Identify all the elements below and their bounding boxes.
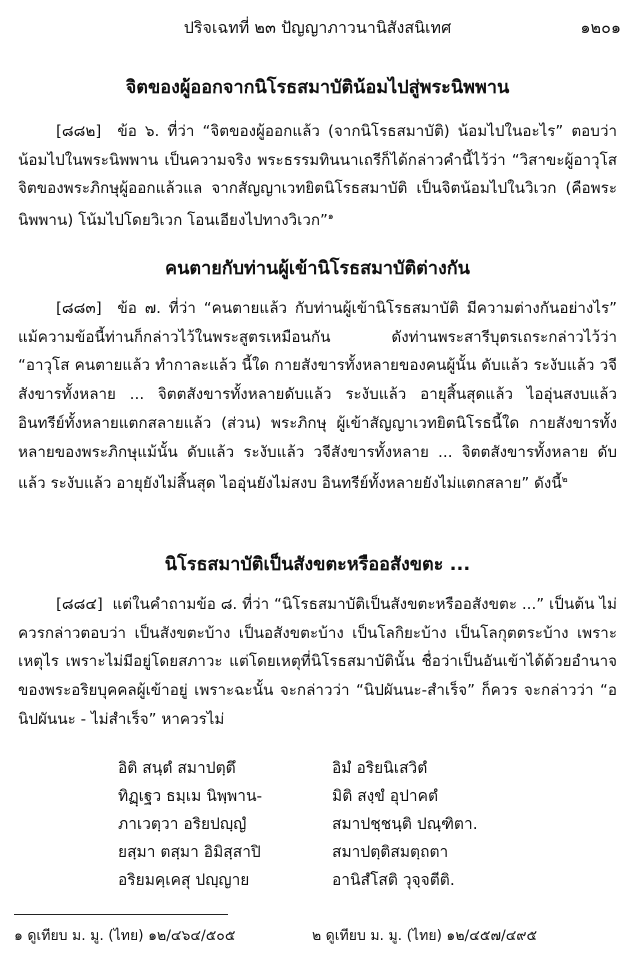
verse-left: อริยมคฺเคสุ ปญฺญาย: [118, 871, 250, 889]
paragraph-text: ข้อ ๖. ที่ว่า “จิตของผู้ออกแล้ว (จากนิโรธสมาบัติ) น้อมไปในอะไร” ตอบว่า น้อมไปในพระนิพพาน เป็นความจริง พระธรรมทินนาเถรีก็ได้กล่าวคำนี้ไว้ว่า “วิสาขะผู้อาวุโส จิตของพระภิกษุผู้ออกแล้วแล จากสัญญาเวทยิตนิโรธสมาบัติ เป็นจิตน้อมไปในวิเวก (คือพระนิพพาน) โน้มไปโดยวิเวก โอนเอียงไปทางวิเวก”: [18, 122, 617, 230]
page-number: ๑๒๐๑: [580, 18, 621, 37]
pali-verse: [118, 754, 598, 894]
footnote-divider: [14, 914, 228, 915]
verse-left: ยสฺมา ตสฺมา อิมิสฺสาปิ: [118, 843, 261, 861]
verse-left: ทิฏฺเฐว ธมฺเม นิพฺพาน-: [118, 787, 263, 805]
paragraph-number: [๘๘๔]: [56, 595, 103, 613]
footnote: ๑ ดูเทียบ ม. มู. (ไทย) ๑๒/๔๖๔/๕๐๕: [14, 928, 236, 944]
verse-right: อิมํ อริยนิเสวิตํ: [332, 759, 428, 777]
running-title: ปริจเฉทที่ ๒๓ ปัญญาภาวนานิสังสนิเทศ: [183, 18, 452, 37]
verse-line: [118, 866, 598, 894]
paragraph-number: [๘๘๒]: [56, 122, 102, 140]
paragraph-text: แต่ในคำถามข้อ ๘. ที่ว่า “นิโรธสมาบัติเป็นสังขตะหรืออสังขตะ ...” เป็นต้น ไม่ควรกล่าวตอบว่า เป็นสังขตะบ้าง เป็นอสังขตะบ้าง เป็นโลกิยะบ้าง เป็นโลกุตตระบ้าง เพราะเหตุไร เพราะไม่มีอยู่โดยสภาวะ แต่โดยเหตุที่นิโรธสมาบัตินั้น ชื่อว่าเป็นอันเข้าได้ด้วยอำนาจของพระอริยบุคคลผู้เข้าอยู่ เพราะฉะนั้น จะกล่าวว่า “นิปผันนะ-สำเร็จ” ก็ควร จะกล่าวว่า “อนิปผันนะ - ไม่สำเร็จ” หาควรไม่: [18, 595, 617, 728]
verse-right: สมาปชฺชนฺติ ปณฺฑิตา.: [332, 815, 478, 833]
verse-left: ภาเวตฺวา อริยปญฺญํ: [118, 815, 247, 833]
verse-line: [118, 782, 598, 810]
verse-left: อิติ สนฺตํ สมาปตฺตึ: [118, 759, 236, 777]
verse-right: อานิสํโสติ วุจฺจตีติ.: [332, 871, 455, 889]
footnote-ref: ๒: [561, 475, 568, 486]
footnote-ref: ๑: [327, 212, 334, 223]
verse-right: สมาปตฺติสมตฺถตา: [332, 843, 449, 861]
section-heading: คนตายกับท่านผู้เข้านิโรธสมาบัติต่างกัน: [165, 258, 470, 279]
paragraph-number: [๘๘๓]: [56, 299, 102, 317]
section-paragraph: [18, 590, 617, 734]
section-paragraph: [18, 294, 617, 498]
section-heading: จิตของผู้ออกจากนิโรธสมาบัติน้อมไปสู่พระนิพพาน: [125, 77, 510, 98]
footnote: ๒ ดูเทียบ ม. มู. (ไทย) ๑๒/๔๕๗/๔๙๕: [312, 928, 538, 944]
verse-line: [118, 810, 598, 838]
section-heading: นิโรธสมาบัติเป็นสังขตะหรืออสังขตะ ...: [164, 554, 471, 575]
section-paragraph: [18, 117, 617, 235]
verse-right: มิติ สงฺขํ อุปาคตํ: [332, 787, 439, 805]
verse-line: [118, 754, 598, 782]
paragraph-text: ข้อ ๗. ที่ว่า “คนตายแล้ว กับท่านผู้เข้านิโรธสมาบัติ มีความต่างกันอย่างไร” แม้ความข้อนี้ท่านก็กล่าวไว้ในพระสูตรเหมือนกัน ดังท่านพระสารีบุตรเถระกล่าวไว้ว่า “อาวุโส คนตายแล้ว ทำกาละแล้ว นี้ใด กายสังขารทั้งหลายของคนผู้นั้น ดับแล้ว ระงับแล้ว วจีสังขารทั้งหลาย ... จิตตสังขารทั้งหลายดับแล้ว ระงับแล้ว อายุสิ้นสุดแล้ว ไออุ่นสงบแล้ว อินทรีย์ทั้งหลายแตกสลายแล้ว (ส่วน) พระภิกษุ ผู้เข้าสัญญาเวทยิตนิโรธนี้ใด กายสังขารทั้งหลายของพระภิกษุแม้นั้น ดับแล้ว ระงับแล้ว วจีสังขารทั้งหลาย ... จิตตสังขารทั้งหลาย ดับแล้ว ระงับแล้ว อายุยังไม่สิ้นสุด ไออุ่นยังไม่สงบ อินทรีย์ทั้งหลายยังไม่แตกสลาย” ดังนี้: [18, 299, 617, 493]
verse-line: [118, 838, 598, 866]
page-header: [14, 16, 621, 42]
